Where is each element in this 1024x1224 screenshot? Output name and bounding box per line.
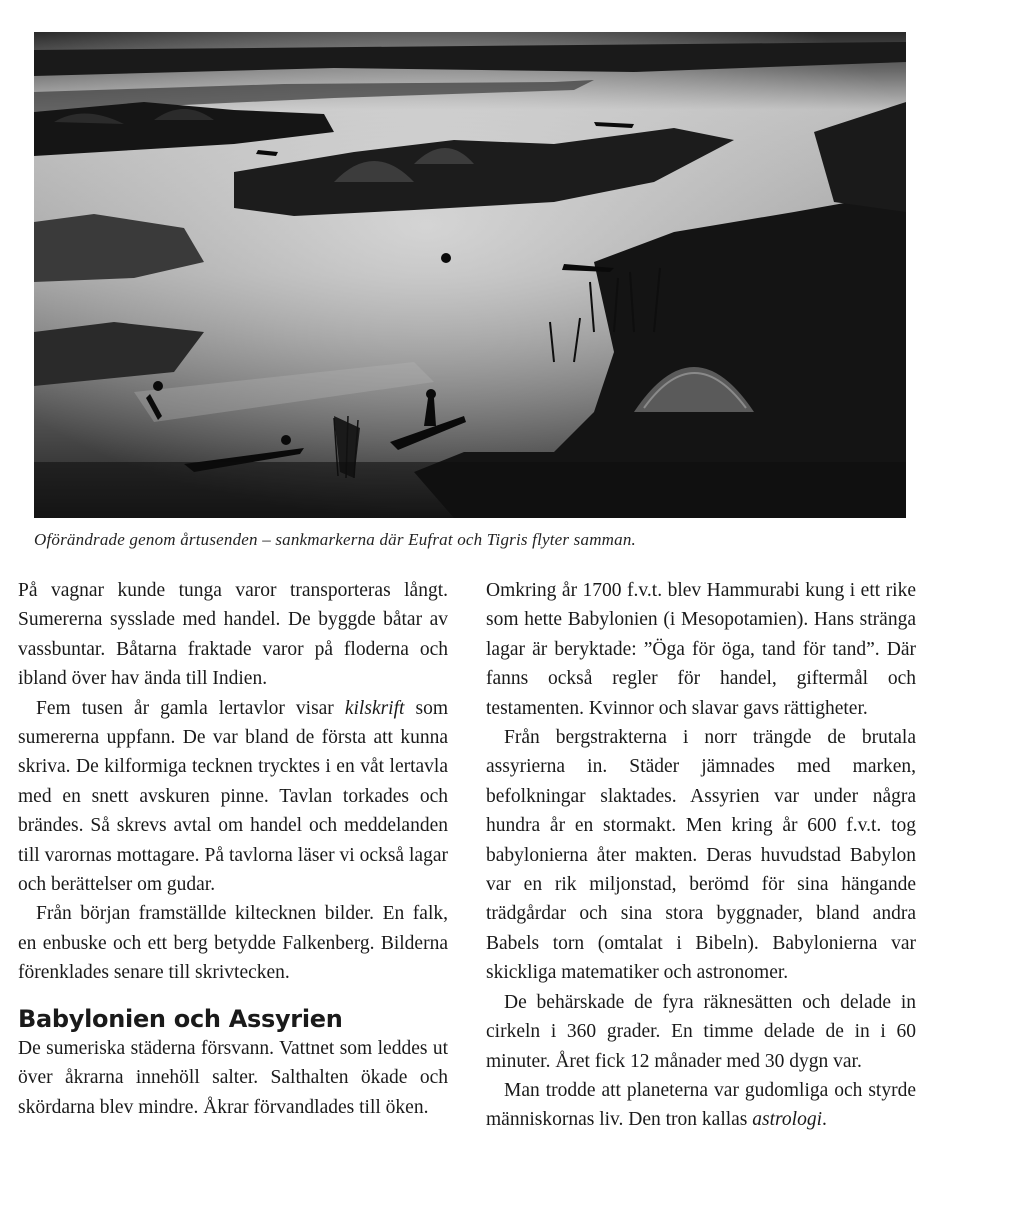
- paragraph-transport: På vagnar kunde tunga varor transporteras långt. Sumererna sysslade med handel. De byggde båtar av vassbuntar. Båtarna fraktade varor på floderna och ibland över hav ända till Indien.: [18, 580, 448, 690]
- paragraph-hammurabi: Omkring år 1700 f.v.t. blev Hammurabi kung i ett rike som hette Babylonien (i Mesopotamien). Hans stränga lagar är beryktade: ”Öga för öga, tand för tand”. Där fanns också regler för handel, giftermål och testamenten. Kvinnor och slavar gavs rättigheter.: [486, 580, 916, 719]
- paragraph-cuneiform: Fem tusen år gamla lertavlor visar kilskrift som sumererna uppfann. De var bland de första att kunna skriva. De kilformiga tecknen trycktes i en våt lertavla med en snett avskuren pinne. Tavlan torkades och brändes. Så skrevs avtal om handel och meddelanden till varornas mottagare. På tavlorna läser vi också lagar och berättelser om gudar.: [18, 697, 448, 896]
- paragraph-astrology: Man trodde att planeterna var gudomliga och styrde människornas liv. Den tron kallas astrologi.: [486, 1079, 916, 1131]
- photo-caption: Oförändrade genom årtusenden – sankmarkerna där Eufrat och Tigris flyter samman.: [34, 530, 637, 549]
- paragraph-mathematics: De behärskade de fyra räknesätten och delade in cirkeln i 360 grader. En timme delade de in i 60 minuter. Året fick 12 månader med 30 dygn var.: [486, 991, 916, 1072]
- term-astrologi: astrologi: [752, 1109, 822, 1131]
- photo-marshland-reed-houses-boats-icon: [34, 32, 906, 518]
- paragraph-assyria: Från bergstrakterna i norr trängde de brutala assyrierna in. Städer jämnades med marken, befolkningar slaktades. Assyrien var under några hundra år en stormakt. Men kring år 600 f.v.t. tog babylonierna åter makten. Deras huvudstad Babylon var en rik miljonstad, berömd för sina hängande trädgårdar och sina stora byggnader, bland andra Babels torn (omtalat i Bibeln). Babylonierna var skickliga matematiker och astronomer.: [486, 727, 916, 984]
- section-heading: Babylonien och Assyrien: [18, 1004, 343, 1033]
- marshland-photo: [34, 32, 906, 518]
- term-kilskrift: kilskrift: [344, 697, 405, 719]
- paragraph-pictograms: Från början framställde kiltecknen bilder. En falk, en enbuske och ett berg betydde Falkenberg. Bilderna förenklades senare till skrivtecken.: [18, 903, 448, 984]
- left-column: [18, 576, 448, 1122]
- right-column: [486, 576, 916, 1135]
- paragraph-cities-vanished: De sumeriska städerna försvann. Vattnet som leddes ut över åkrarna innehöll salter. Salthalten ökade och skördarna blev mindre. Åkrar förvandlades till öken.: [18, 1037, 448, 1118]
